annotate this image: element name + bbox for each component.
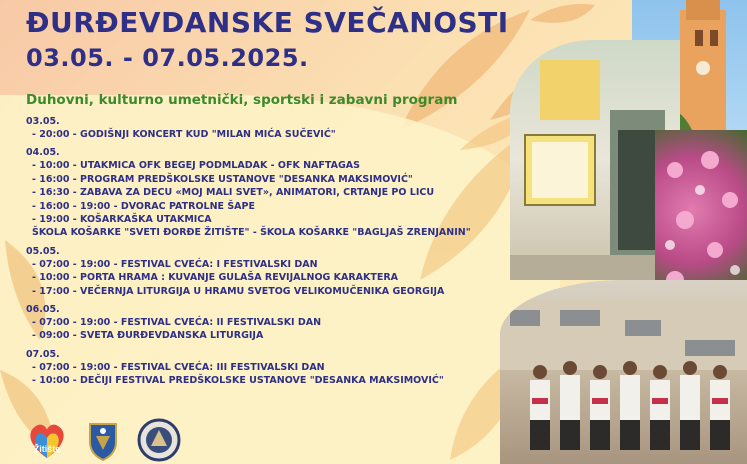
event-item: - 07:00 - 19:00 - FESTIVAL CVEĆA: II FESTIVALSKI DAN bbox=[32, 317, 322, 329]
day-block bbox=[26, 147, 526, 239]
day-block bbox=[26, 246, 526, 298]
program-subtitle: Duhovni, kulturno umetnički, sportski i zabavni program bbox=[26, 92, 458, 108]
event-item: - 17:00 - VEČERNJA LITURGIJA U HRAMU SVETOG VELIKOMUČENIKA GEORGIJA bbox=[32, 285, 445, 297]
zitiste-logo-text: Žitište bbox=[33, 444, 61, 454]
sponsor-logos bbox=[24, 418, 182, 462]
day-block bbox=[26, 349, 526, 388]
coat-of-arms-icon bbox=[80, 418, 126, 462]
program-schedule bbox=[26, 116, 526, 394]
zitiste-logo-icon bbox=[24, 418, 70, 462]
festival-dates: 03.05. - 07.05.2025. bbox=[26, 44, 309, 72]
day-block bbox=[26, 116, 526, 141]
day-date: 05.05. bbox=[26, 245, 60, 257]
event-item: - 20:00 - GODIŠNJI KONCERT KUD "MILAN MIĆA SUČEVIĆ" bbox=[32, 129, 336, 140]
event-item: ŠKOLA KOŠARKE "SVETI ĐORĐE ŽITIŠTE" - ŠKOLA KOŠARKE "BAGLJAŠ ZRENJANIN" bbox=[32, 227, 471, 239]
sveti-djordje-seal-icon bbox=[136, 418, 182, 462]
event-item: - 19:00 - KOŠARKAŠKA UTAKMICA bbox=[32, 214, 212, 226]
event-item: - 09:00 - SVETA ĐURĐEVDANSKA LITURGIJA bbox=[32, 330, 264, 342]
day-block bbox=[26, 304, 526, 343]
event-item: - 16:00 - PROGRAM PREDŠKOLSKE USTANOVE "DESANKA MAKSIMOVIĆ" bbox=[32, 173, 413, 185]
event-item: - 16:30 - ZABAVA ZA DECU «MOJ MALI SVET», ANIMATORI, CRTANJE PO LICU bbox=[32, 187, 435, 199]
event-item: - 07:00 - 19:00 - FESTIVAL CVEĆA: I FESTIVALSKI DAN bbox=[32, 258, 318, 270]
day-date: 07.05. bbox=[26, 348, 60, 360]
folklore-group-photo bbox=[500, 280, 747, 464]
day-date: 04.05. bbox=[26, 147, 60, 159]
event-item: - 10:00 - DEČIJI FESTIVAL PREDŠKOLSKE USTANOVE "DESANKA MAKSIMOVIĆ" bbox=[32, 375, 444, 387]
event-item: - 07:00 - 19:00 - FESTIVAL CVEĆA: III FESTIVALSKI DAN bbox=[32, 361, 325, 373]
day-date: 06.05. bbox=[26, 304, 60, 316]
page-title: ĐURĐEVDANSKE SVEČANOSTI bbox=[26, 6, 509, 39]
event-item: - 16:00 - 19:00 - DVORAC PATROLNE ŠAPE bbox=[32, 200, 255, 212]
day-date: 03.05. bbox=[26, 116, 60, 127]
event-item: - 10:00 - PORTA HRAMA : KUVANJE GULAŠA REVIJALNOG KARAKTERA bbox=[32, 272, 399, 284]
event-item: - 10:00 - UTAKMICA OFK BEGEJ PODMLADAK - OFK NAFTAGAS bbox=[32, 160, 360, 172]
